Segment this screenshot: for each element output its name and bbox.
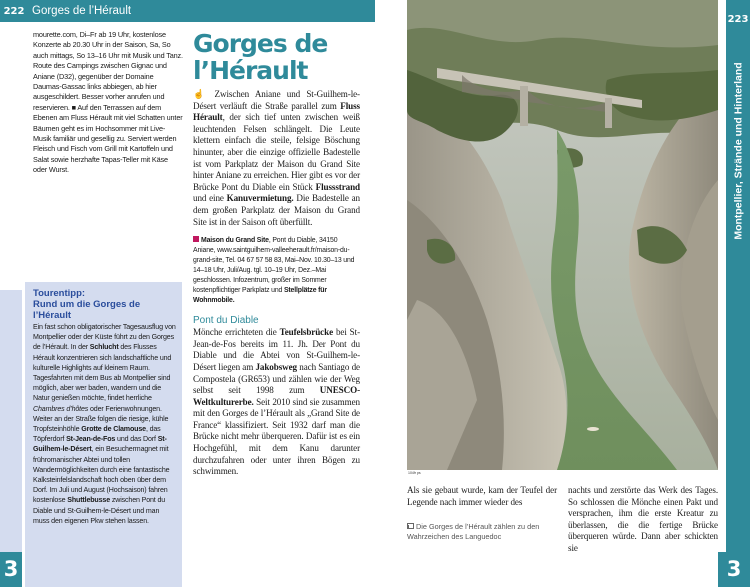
main-article-column [193, 30, 360, 478]
tip-bold: Schlucht [89, 343, 119, 352]
tip-text: , ein Besuchermagnet mit frühromanischer Abtei und tollen Wandermöglichkeiten durch eine fantastische Kalksteinfelslandschaft hoch oben über dem Dorf. Im Juli und August (Hochsaison) fahren kostenlose [33, 445, 170, 505]
body-bold: Flussstrand [315, 181, 360, 192]
right-text-column-1 [407, 485, 557, 508]
gorge-photo [407, 0, 718, 470]
body-text: und eine [193, 193, 224, 204]
tip-text: des Flusses Hérault konzentrieren sich landschaftliche und kulturelle Highlights auf kleinem Raum. Tagesfahrten mit dem Bus ab Montpellier sind möglich, aber wer baden, wandern und die Natur genießen möchte, findet herrliche [33, 343, 172, 403]
body-text: , der sich tief unten zwischen weiß leuchtenden Felsen schlängelt. Die Leute klettern einfach die steile, felsige Böschung hinunter, aber die einzige offizielle Badestelle ist vom Parkplatz der Maison du Grand Site hinter Aniane zu erreichen. Hier gibt es vor der Brücke Pont du Diable ein Stück [193, 112, 360, 192]
subheading-pont-du-diable: Pont du Diable [193, 315, 259, 327]
photo-credit: 104fr ps [408, 471, 421, 475]
photo-caption [407, 522, 557, 543]
info-entry [193, 236, 360, 306]
running-head-title: Gorges de l’Hérault [32, 5, 132, 17]
tip-text: zwischen Pont du Diable und St-Guilhem-le-Désert und man muss den eigenen Pkw stehen lassen. [33, 496, 166, 525]
left-edge-band [0, 290, 22, 587]
tour-tip-box [25, 282, 182, 587]
right-col1-text: Als sie gebaut wurde, kam der Teufel der Legende nach immer wieder des [407, 485, 557, 507]
body-text: nach Santiago de Compostela (GR653) und zählen wie der Weg selbst seit 1998 zum [193, 361, 360, 396]
body-bold: Fluss Hérault [193, 100, 360, 123]
tip-bold: St-Jean-de-Fos [66, 435, 116, 444]
pont-paragraph [193, 327, 360, 478]
tip-text: Ein fast schon obligatorischer Tagesausflug von Montpellier oder der Küste führt zu den Gorges de l’Hérault. In der [33, 323, 176, 352]
photo-caption-icon [407, 523, 414, 529]
right-page-number: 223 [727, 14, 749, 25]
info-text: , Pont du Diable, 34150 Aniane, www.saintguilhem-valleeherault.fr/maison-du-grand-site, Tel. 04 67 57 58 83, Mai–Nov. 10.30–13 und 14–18 Uhr, Juli/Aug. tgl. 10–19 Uhr, Dez.–Mai geschlossen. Infozentrum, großer im Sommer kostenpflichtiger Parkplatz und [193, 237, 355, 295]
right-text-column-2 [568, 485, 718, 555]
tour-tip-label: Tourentipp: [33, 288, 86, 299]
chapter-side-label [732, 60, 746, 242]
right-chapter-tab: 3 [718, 552, 750, 587]
intro-text: mourette.com, Di–Fr ab 19 Uhr, kostenlose Konzerte ab 20.30 Uhr in der Saison, Sa, So auch mittags, So 13–16 Uhr mit Musik und Tanz. Route des Campings zwischen Gignac und Aniane (D32), gegenüber der Domaine Daumas-Gassac links abbiegen, ab hier ausgeschildert. Besser vorher anrufen und reservieren. ■ Auf den Terrassen auf dem Ebenen am Fluss Hérault mit viel Schatten unter Bäumen geht es im Hochsommer mit Live-Musik familiär und gesellig zu. Serviert werden Fleisch und Fisch vom Grill mit Kartoffeln und Salat sowie herzhafte Tapas-Teller mit Käse oder Wurst. [33, 30, 183, 175]
tip-text: oder Ferienwohnungen. Weiter an der Straße folgen die riesige, kühle Tropfsteinhöhle [33, 404, 169, 434]
info-name: Maison du Grand Site [201, 237, 269, 245]
body-bold: Teufelsbrücke [279, 327, 334, 338]
intro-paragraph [193, 89, 360, 228]
location-pin-icon: ☝ [193, 89, 209, 99]
right-margin [718, 0, 726, 552]
left-page-number: 222 [3, 5, 25, 17]
tip-bold: St-Guilhem-le-Désert [33, 435, 167, 454]
gorge-photo-illustration [407, 0, 718, 470]
tip-bold: Grotte de Clamouse [81, 425, 146, 434]
left-chapter-tab: 3 [0, 552, 22, 587]
photo-caption-text: Die Gorges de l’Hérault zählen zu den Wahrzeichen des Languedoc [407, 522, 540, 542]
body-text: Zwischen Aniane und St-Guilhem-le-Désert verläuft die Straße parallel zum [193, 89, 360, 111]
right-col2-text: nachts und zerstörte das Werk des Tages. So schlossen die Mönche einen Pakt und versprachen, ihm die erste Kreatur zu überlassen, die die fertige Brücke überqueren würde. Dann aber schickten sie [568, 485, 718, 553]
heading-line: Gorges de [193, 29, 328, 58]
tour-tip-title [33, 288, 176, 321]
body-text: Die Badestelle an dem großen Parkplatz der Maison du Grand Site ist in der Saison oft überfüllt. [193, 193, 360, 227]
body-bold: UNESCO-Weltkulturerbe. [193, 385, 360, 407]
article-heading [193, 30, 360, 84]
intro-column [33, 30, 183, 176]
tip-text: und das Dorf [117, 435, 156, 444]
tip-text: , das Töpferdorf [33, 425, 161, 444]
heading-line: l’Hérault [193, 56, 308, 85]
body-bold: Jakobsweg [255, 361, 297, 372]
tour-tip-heading: Rund um die Gorges de l’Hérault [33, 299, 141, 321]
tip-bold: Shuttlebusse [67, 496, 110, 505]
body-bold: Kanuvermietung. [226, 193, 294, 204]
body-text: bei St-Jean-de-Fos bereits im 11. Jh. Der Pont du Diable und die Abtei von St-Guilhem-le-Désert liegen am [193, 327, 360, 372]
body-text: Mönche errichteten die [193, 327, 277, 338]
info-marker-icon [193, 236, 199, 242]
left-page-header [0, 0, 375, 22]
info-bold: Stellplätze für Wohnmobile. [193, 287, 327, 305]
chapter-side-label-text: Montpellier, Strände und Hinterland [733, 62, 746, 240]
tour-tip-body [33, 322, 176, 526]
tip-italic: Chambres d’hôtes [33, 404, 89, 413]
body-text: Seit 2010 sind sie zusammen mit den Gorges de l’Hérault als „Grand Site de France“ klassifiziert. Seit 1932 darf man die Brücke nicht mehr überqueren. Dafür ist es ein Hochgefühl, mit dem Kanu darunter durchzufahren oder unter ihren Bögen zu schwimmen. [193, 396, 360, 477]
